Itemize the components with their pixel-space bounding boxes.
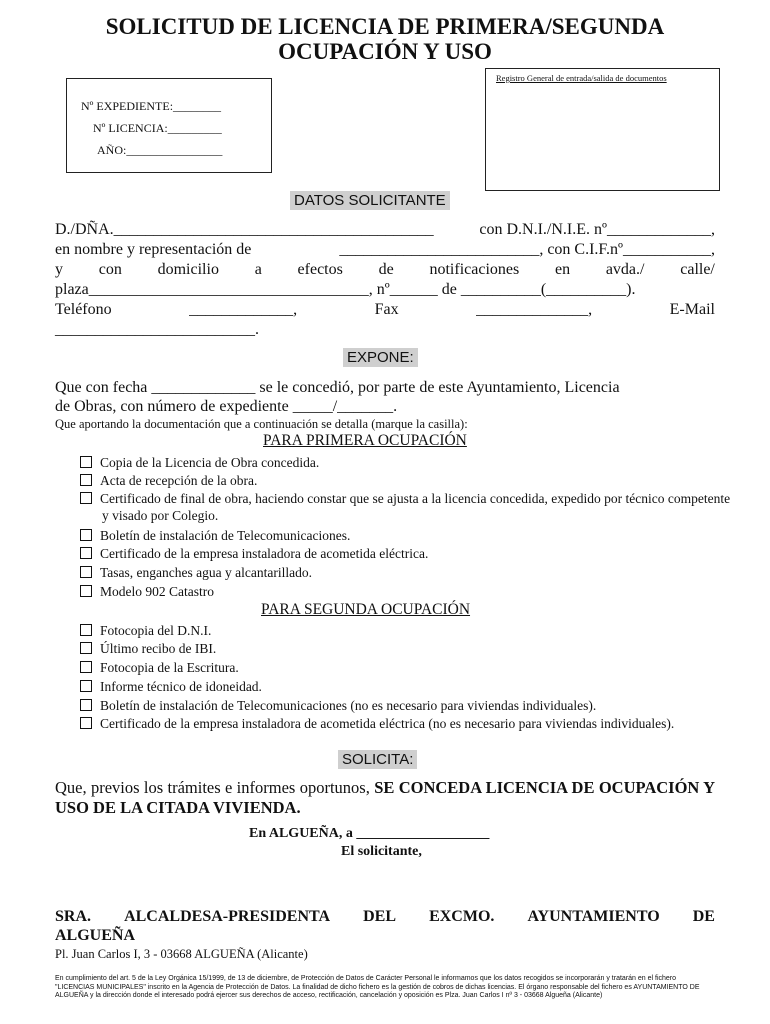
list-item[interactable]: [80, 715, 718, 732]
segunda-ocupacion-heading: PARA SEGUNDA OCUPACIÓN: [261, 601, 471, 618]
privacy-notice: En cumplimiento del art. 5 de la Ley Orgánica 15/1999, de 13 de diciembre, de Protección de Datos de Carácter Personal le informamos que los datos recogidos se incorporarán y tratarán en el fichero "LICENCIAS MUNICIPALES" inscrito en la Agencia de Protección de Datos. La finalidad de dicho fichero es la gestión de cobros de dichas licencias. El órgano responsable del fichero es AYUNTAMIENTO DE ALGUEÑA y la dirección donde el interesado podrá ejercer sus derechos de acceso, rectificación, cancelación y oposición es Plza. Juan Carlos I nº 3 - 03668 Algueña (Alicante): [55, 975, 700, 999]
representacion-label: en nombre y representación de: [55, 241, 252, 258]
list-item[interactable]: [80, 545, 720, 562]
telefono-field[interactable]: _____________,: [189, 301, 298, 318]
list-item-label: Último recibo de IBI.: [100, 641, 217, 656]
checkbox[interactable]: [80, 624, 92, 636]
list-item-label: Fotocopia de la Escritura.: [100, 660, 239, 675]
form-title-line2: OCUPACIÓN Y USO: [278, 39, 492, 64]
list-item[interactable]: [80, 659, 720, 676]
solicita-text: [55, 778, 715, 818]
checkbox[interactable]: [80, 661, 92, 673]
anio-field[interactable]: AÑO:________________: [97, 143, 223, 157]
solicitante-row-representacion[interactable]: [55, 240, 715, 259]
word: ALCALDESA-PRESIDENTA: [124, 908, 331, 925]
list-item[interactable]: [80, 472, 720, 489]
expone-heading: EXPONE:: [343, 348, 418, 367]
email-label: E-Mail: [669, 301, 715, 318]
checkbox[interactable]: [80, 717, 92, 729]
word: efectos: [297, 261, 343, 278]
solicitante-row-nombre[interactable]: [55, 220, 715, 239]
primera-ocupacion-heading: PARA PRIMERA OCUPACIÓN: [263, 432, 467, 449]
destinatario-line1: [55, 907, 715, 926]
form-title: [0, 14, 770, 64]
solicitante-row-contacto[interactable]: [55, 300, 715, 319]
destinatario-address: Pl. Juan Carlos I, 3 - 03668 ALGUEÑA (Alicante): [55, 947, 308, 961]
firma-label: El solicitante,: [341, 844, 422, 859]
checkbox[interactable]: [80, 492, 92, 504]
word: con: [98, 261, 122, 278]
list-item[interactable]: [80, 454, 720, 471]
telefono-label: Teléfono: [55, 301, 112, 318]
list-item[interactable]: [80, 697, 720, 714]
word: de: [378, 261, 394, 278]
list-item-label: Modelo 902 Catastro: [100, 584, 214, 599]
form-title-line1: SOLICITUD DE LICENCIA DE PRIMERA/SEGUNDA: [105, 14, 665, 39]
list-item[interactable]: [80, 583, 720, 600]
list-item[interactable]: [80, 527, 720, 544]
list-item-label: Acta de recepción de la obra.: [100, 473, 258, 488]
datos-solicitante-heading: DATOS SOLICITANTE: [290, 191, 450, 210]
solicitante-row-domicilio: [55, 260, 715, 279]
checkbox[interactable]: [80, 680, 92, 692]
list-item[interactable]: [80, 678, 720, 695]
list-item-label: Boletín de instalación de Telecomunicaciones.: [100, 528, 351, 543]
direccion-field[interactable]: plaza___________________________________, nº______ de __________(__________).: [55, 281, 636, 298]
fax-label: Fax: [374, 301, 399, 318]
list-item-label: Copia de la Licencia de Obra concedida.: [100, 455, 320, 470]
word: EXCMO.: [429, 908, 495, 925]
word: notificaciones: [429, 261, 520, 278]
checkbox[interactable]: [80, 456, 92, 468]
registro-label: Registro General de entrada/salida de documentos: [496, 73, 667, 83]
list-item-label: Boletín de instalación de Telecomunicaciones (no es necesario para viviendas individuales).: [100, 698, 597, 713]
solicita-text-normal: Que, previos los trámites e informes oportunos,: [55, 778, 370, 797]
checkbox[interactable]: [80, 585, 92, 597]
fax-field[interactable]: ______________,: [476, 301, 593, 318]
solicita-text-bold: SE CONCEDA LICENCIA DE OCUPACIÓN Y USO DE LA CITADA VIVIENDA.: [55, 778, 716, 817]
list-item[interactable]: [80, 640, 720, 657]
list-item[interactable]: [80, 564, 720, 581]
list-item-label: Informe técnico de idoneidad.: [100, 679, 262, 694]
expediente-field[interactable]: Nº EXPEDIENTE:________: [81, 99, 222, 113]
expone-text-1[interactable]: Que con fecha _____________ se le concedió, por parte de este Ayuntamiento, Licencia: [55, 379, 620, 396]
checkbox[interactable]: [80, 566, 92, 578]
cif-field[interactable]: _________________________, con C.I.F.nº___________,: [339, 241, 715, 258]
list-item[interactable]: [80, 490, 732, 524]
word: AYUNTAMIENTO: [527, 908, 660, 925]
checkbox[interactable]: [80, 642, 92, 654]
list-item-label: Certificado de final de obra, haciendo constar que se ajusta a la licencia concedida, expedido por técnico competente y visado por Colegio.: [100, 491, 731, 523]
expone-text-2[interactable]: de Obras, con número de expediente _____/_______.: [55, 398, 398, 415]
registro-box: [485, 68, 720, 191]
word: avda./: [605, 261, 645, 278]
nombre-field[interactable]: D./DÑA.________________________________________: [55, 221, 434, 238]
email-field[interactable]: _________________________.: [55, 321, 259, 338]
word: a: [254, 261, 262, 278]
checkbox[interactable]: [80, 699, 92, 711]
list-item-label: Certificado de la empresa instaladora de acometida eléctrica (no es necesario para viviendas individuales).: [100, 716, 675, 731]
checkbox[interactable]: [80, 529, 92, 541]
checkbox[interactable]: [80, 474, 92, 486]
word: y: [55, 261, 63, 278]
word: SRA.: [55, 908, 92, 925]
word: domicilio: [157, 261, 219, 278]
solicita-heading: SOLICITA:: [338, 750, 417, 769]
dni-field[interactable]: con D.N.I./N.I.E. nº_____________,: [479, 221, 715, 238]
admin-box: [66, 78, 272, 173]
expone-text-3: Que aportando la documentación que a continuación se detalla (marque la casilla):: [55, 417, 468, 431]
list-item-label: Fotocopia del D.N.I.: [100, 623, 212, 638]
list-item-label: Tasas, enganches agua y alcantarillado.: [100, 565, 312, 580]
list-item[interactable]: [80, 622, 720, 639]
word: DEL: [363, 908, 397, 925]
checkbox[interactable]: [80, 547, 92, 559]
list-item-label: Certificado de la empresa instaladora de acometida eléctrica.: [100, 546, 429, 561]
word: en: [554, 261, 571, 278]
word: DE: [692, 908, 715, 925]
licencia-field[interactable]: Nº LICENCIA:_________: [93, 121, 222, 135]
lugar-fecha-field[interactable]: En ALGUEÑA, a ___________________: [249, 826, 490, 841]
word: calle/: [680, 261, 715, 278]
destinatario-line2: ALGUEÑA: [55, 927, 136, 944]
